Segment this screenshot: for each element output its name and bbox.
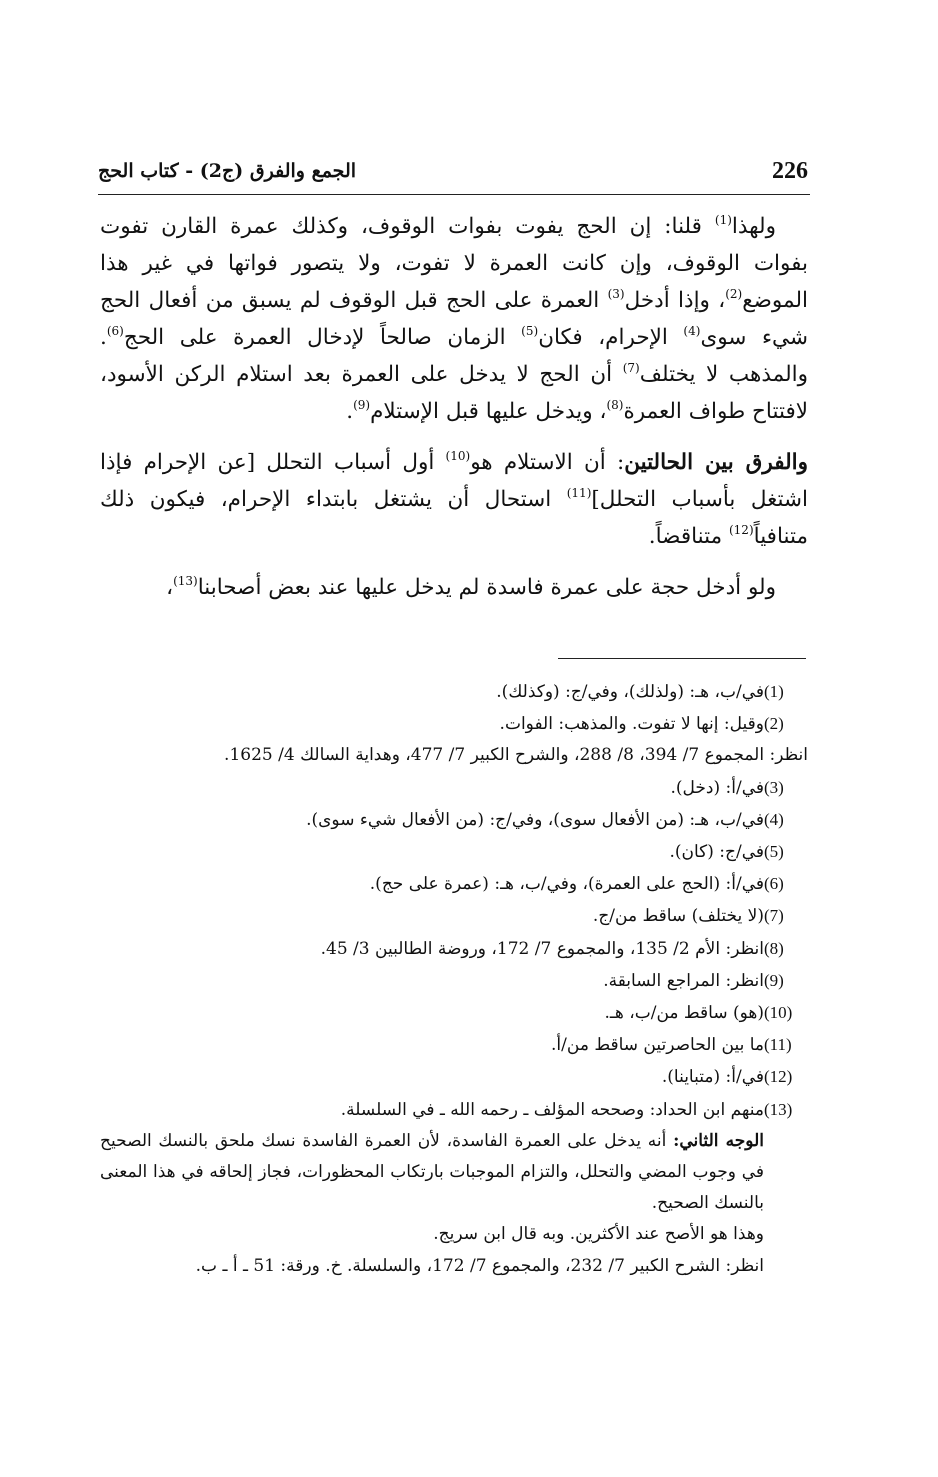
text-run: متناقضاً. — [648, 524, 729, 549]
text-run: ، — [166, 575, 174, 600]
text-run: أول أسباب التحلل [عن الإحرام فإذا اشتغل بأسباب التحلل] — [100, 450, 808, 512]
footnote-ref-8: (8) — [606, 398, 624, 412]
footnote-number: (13) — [764, 1099, 793, 1119]
footnote-8 — [100, 933, 808, 965]
footnote-number: (6) — [764, 874, 784, 894]
footnote-text: في/ج: (كان). — [669, 842, 764, 863]
footnote-text: في/ب، هـ: (ولذلك)، وفي/ج: (وكذلك). — [496, 682, 764, 702]
footnote-ref-13: (13) — [173, 574, 198, 588]
footnote-1 — [100, 676, 808, 708]
footnote-number: (1) — [764, 682, 784, 701]
header-rule — [98, 194, 810, 195]
footnote-paragraph — [100, 1126, 764, 1220]
paragraph-3 — [100, 569, 808, 606]
paragraph-1 — [100, 208, 808, 430]
footnote-number: (2) — [764, 714, 784, 734]
footnote-4 — [100, 804, 808, 836]
text-run: : أن الاستلام هو — [470, 450, 625, 475]
footnote-13-continuation — [100, 1126, 808, 1282]
text-run: ، ويدخل عليها قبل الإستلام — [370, 399, 607, 424]
footnote-ref-11: (11) — [566, 486, 592, 500]
section-heading: والفرق بين الحالتين — [624, 450, 808, 475]
footnote-3 — [100, 772, 808, 804]
footnote-ref-12: (12) — [728, 523, 754, 537]
footnote-number: (3) — [764, 777, 784, 797]
footnote-ref-9: (9) — [353, 398, 371, 412]
footnote-number: (5) — [764, 842, 784, 862]
footnote-text: منهم ابن الحداد: وصححه المؤلف ـ رحمه الله ـ في السلسلة. — [340, 1099, 764, 1120]
footnote-13 — [100, 1094, 808, 1126]
text-run: أن الحج لا يدخل على العمرة بعد استلام الركن الأسود، لافتتاح طواف العمرة — [100, 362, 808, 424]
text-run: الإحرام، فكان — [538, 325, 684, 350]
footnote-number: (12) — [764, 1067, 793, 1087]
footnote-12 — [100, 1061, 808, 1093]
footnote-ref-10: (10) — [445, 449, 471, 463]
footnote-subheading: الوجه الثاني: — [673, 1130, 764, 1151]
footnote-paragraph: وهذا هو الأصح عند الأكثرين. وبه قال ابن سريج. — [433, 1224, 764, 1245]
text-run: العمرة على الحج قبل الوقوف لم يسبق من أفعال الحج شيء سوى — [100, 288, 808, 350]
footnote-text: (هو) ساقط من/ب، هـ. — [604, 1003, 764, 1024]
footnote-text: انظر: الأم 2/ 135، والمجموع 7/ 172، وروضة الطالبين 3/ 45. — [320, 938, 764, 959]
footnote-ref-2: (2) — [725, 287, 743, 301]
running-title: الجمع والفرق (ج2) - كتاب الحج — [98, 160, 357, 182]
text-run: قلنا: إن الحج يفوت بفوات الوقوف، وكذلك عمرة القارن تفوت بفوات الوقوف، وإن كانت العمرة لا تفوت، ولا يتصور فواتها في غير هذا الموضع — [100, 214, 808, 313]
footnote-text: في/أ: (دخل). — [670, 777, 764, 798]
page-header — [98, 158, 808, 188]
footnote-text: في/أ: (الحج على العمرة)، وفي/ب، هـ: (عمرة على حج). — [369, 874, 764, 895]
footnote-number: (7) — [764, 906, 784, 926]
footnote-ref-5: (5) — [521, 324, 539, 338]
footnote-ref-6: (6) — [106, 324, 124, 338]
footnote-ref-1: (1) — [714, 213, 732, 227]
footnote-text: انظر: المراجع السابقة. — [603, 970, 764, 991]
footnote-2-continuation: انظر: المجموع 7/ 394، 8/ 288، والشرح الكبير 7/ 477، وهداية السالك 4/ 1625. — [224, 745, 808, 766]
text-run: الزمان صالحاً لإدخال العمرة على الحج — [123, 325, 522, 350]
footnote-number: (11) — [764, 1035, 792, 1055]
text-run: . — [346, 399, 354, 424]
footnote-10 — [100, 997, 808, 1029]
footnote-ref-7: (7) — [622, 361, 640, 375]
footnote-text: في/أ: (متباينا). — [661, 1067, 764, 1088]
text-run: . والمذهب لا يختلف — [100, 325, 808, 387]
main-text — [100, 208, 808, 606]
footnote-paragraph: انظر: الشرح الكبير 7/ 232، والمجموع 7/ 172، والسلسلة. خ. ورقة: 51 ـ أ ـ ب. — [195, 1255, 764, 1276]
page-number: 226 — [772, 158, 808, 184]
text-run: ولهذا — [731, 214, 776, 239]
paragraph-2 — [100, 444, 808, 555]
text-run: ولو أدخل حجة على عمرة فاسدة لم يدخل عليها عند بعض أصحابنا — [197, 575, 776, 600]
footnote-6 — [100, 868, 808, 900]
text-run: استحال أن يشتغل بابتداء الإحرام، فيكون ذلك متنافياً — [100, 487, 808, 549]
footnote-text: أنه يدخل على العمرة الفاسدة، لأن العمرة الفاسدة نسك ملحق بالنسك الصحيح في وجوب المضي والتحلل، والتزام الموجبات بارتكاب المحظورات، فجاز إلحاقه في هذا المعنى بالنسك الصحيح. — [100, 1130, 764, 1214]
footnote-2 — [100, 708, 808, 740]
footnote-5 — [100, 836, 808, 868]
footnote-number: (9) — [764, 970, 784, 990]
footnote-text: في/ب، هـ: (من الأفعال سوى)، وفي/ج: (من الأفعال شيء سوى). — [306, 809, 764, 830]
footnote-ref-4: (4) — [683, 324, 701, 338]
footnote-text: وقيل: إنها لا تفوت. والمذهب: الفوات. — [499, 714, 764, 735]
footnote-number: (10) — [764, 1003, 793, 1023]
footnote-11 — [100, 1029, 808, 1061]
footnotes — [100, 676, 808, 1282]
footnote-number: (4) — [764, 809, 784, 829]
footnote-7 — [100, 900, 808, 932]
footnote-9 — [100, 965, 808, 997]
footnote-text: (لا يختلف) ساقط من/ج. — [592, 906, 764, 927]
footnote-number: (8) — [764, 938, 784, 958]
text-run: ، وإذا أدخل — [624, 288, 726, 313]
footnote-text: ما بين الحاصرتين ساقط من/أ. — [551, 1035, 764, 1056]
footnote-ref-3: (3) — [607, 287, 625, 301]
footnote-separator — [558, 658, 806, 659]
